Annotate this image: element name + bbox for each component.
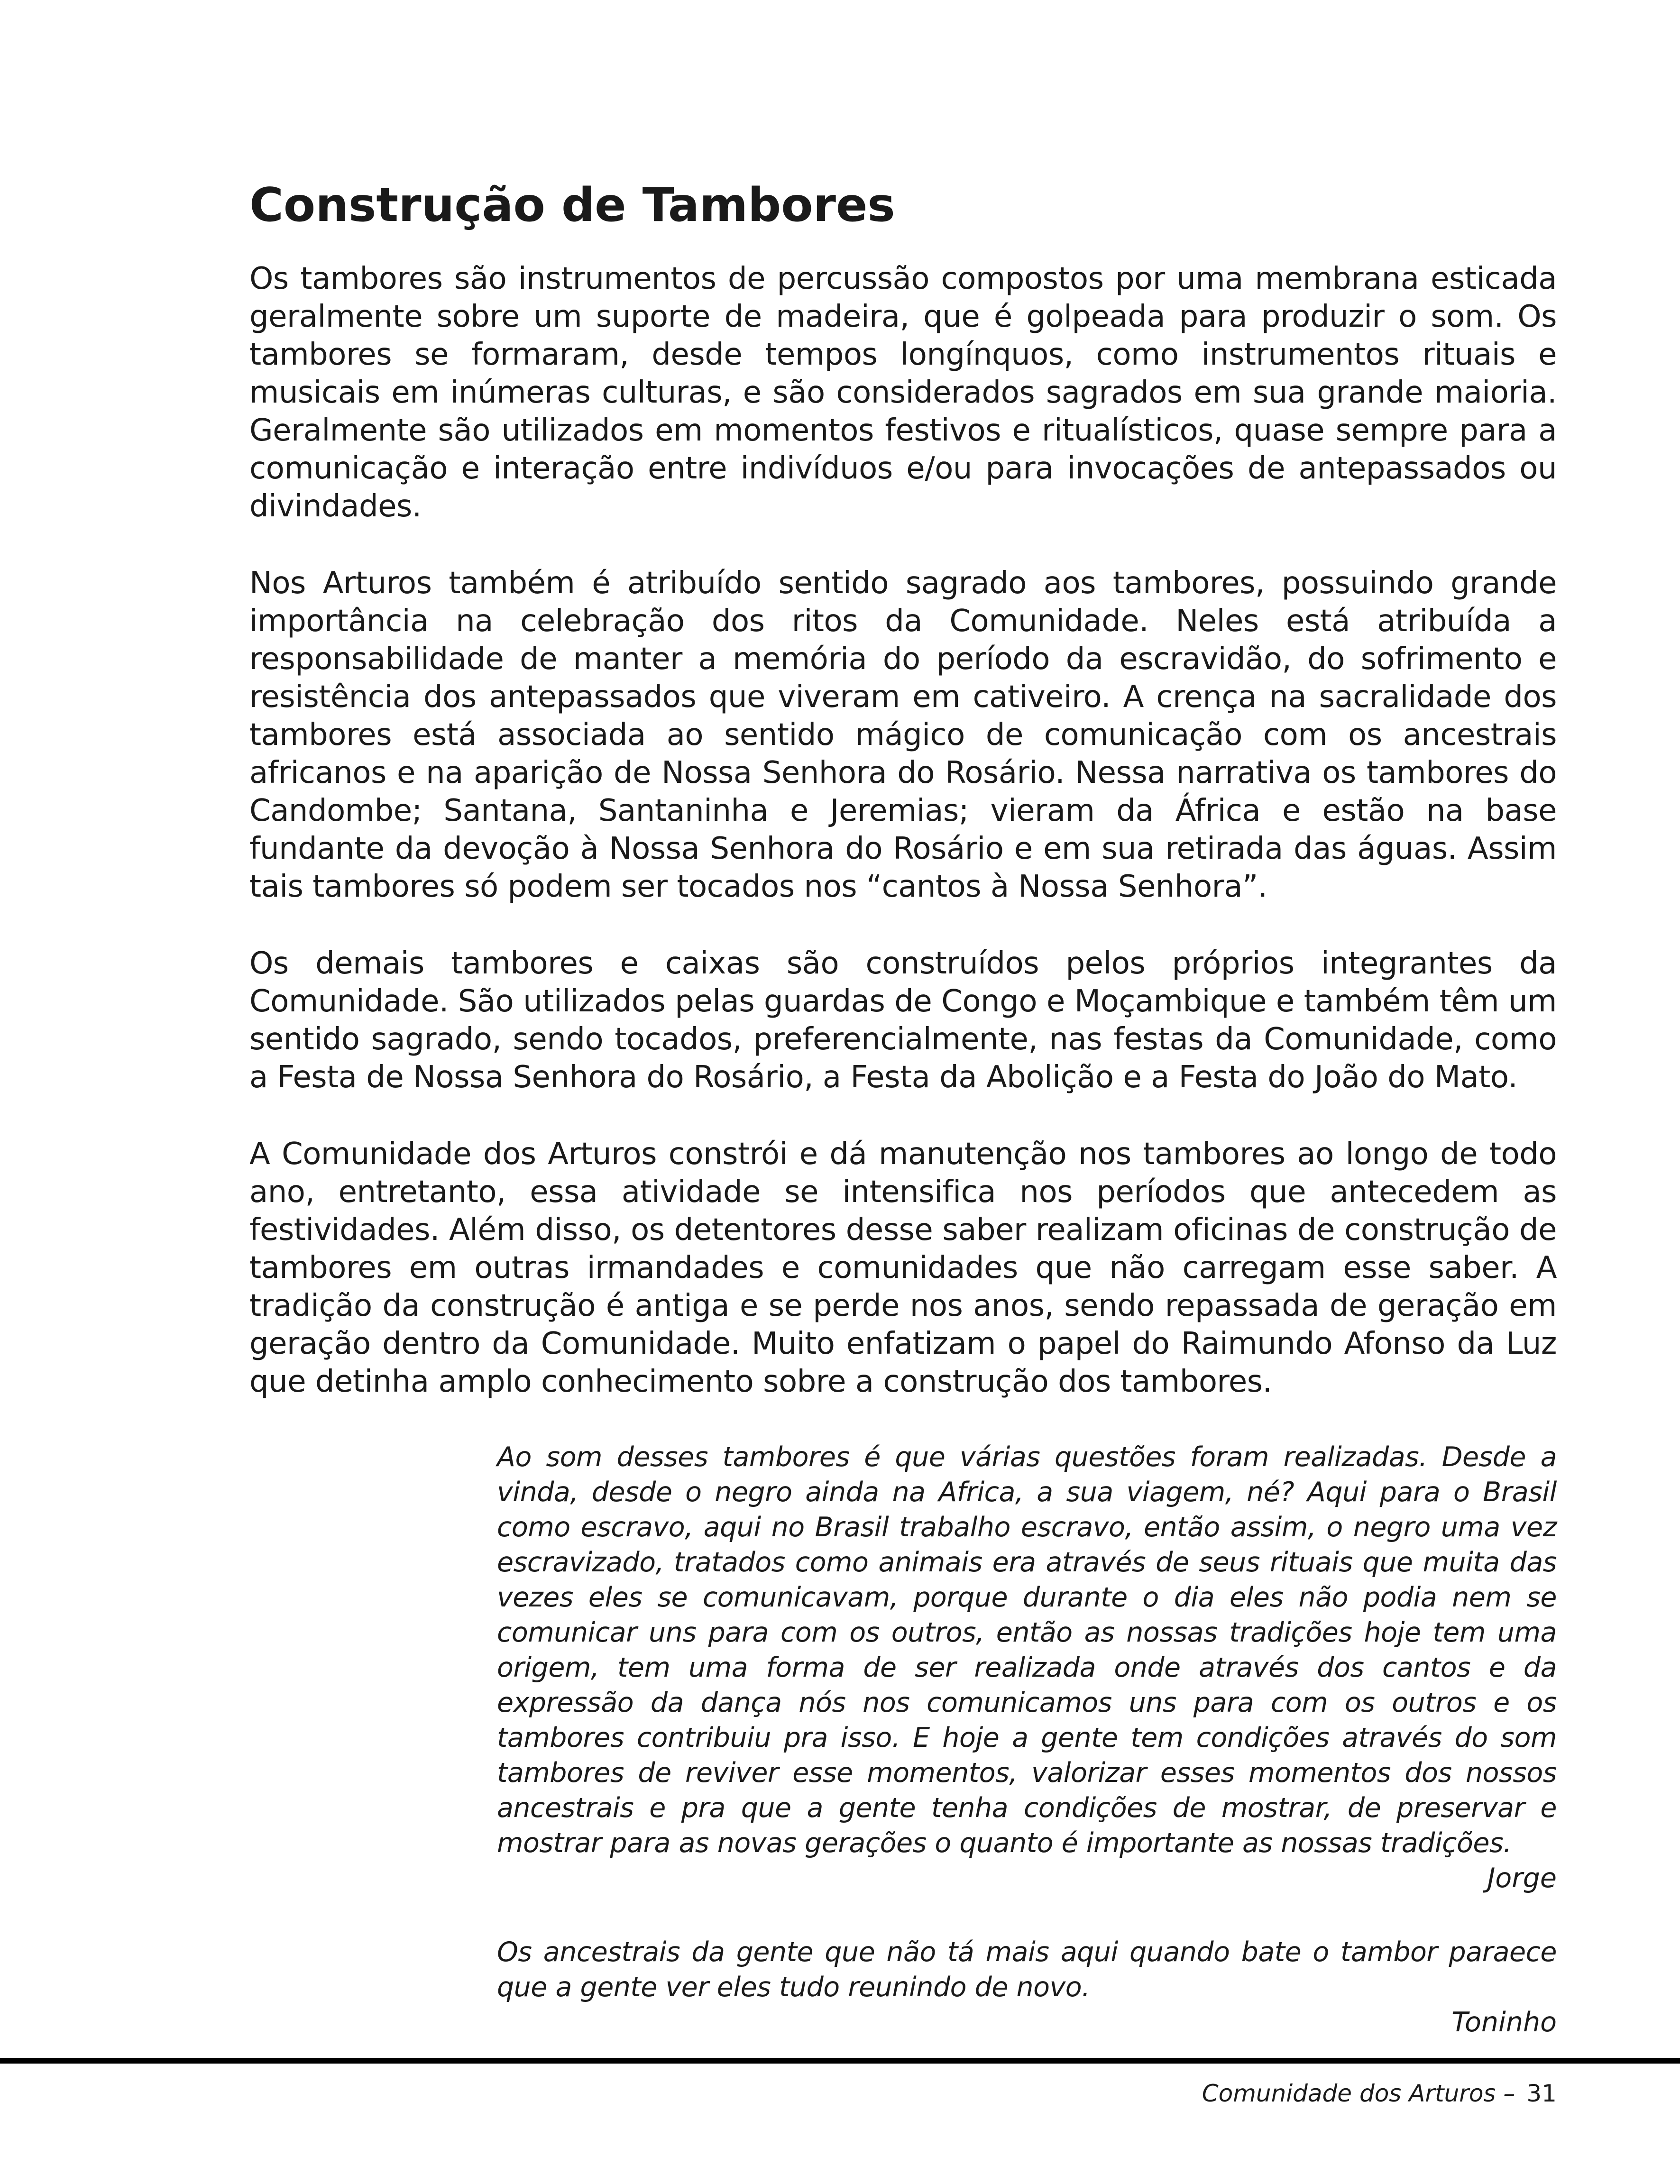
page-footer — [1202, 2079, 1557, 2108]
body-paragraph: Os tambores são instrumentos de percussão compostos por uma membrana esticada geralmente sobre um suporte de madeira, que é golpeada para produzir o som. Os tambores se formaram, desde tempos longínquos, como instrumentos rituais e musicais em inúmeras culturas, e são considerados sagrados em sua grande maioria. Geralmente são utilizados em momentos festivos e ritualísticos, quase sempre para a comunicação e interação entre indivíduos e/ou para invocações de antepassados ou divindades. — [249, 261, 1557, 524]
body-paragraph: Nos Arturos também é atribuído sentido sagrado aos tambores, possuindo grande importância na celebração dos ritos da Comunidade. Neles está atribuída a responsabilidade de manter a memória do período da escravidão, do sofrimento e resistência dos antepassados que viveram em cativeiro. A crença na sacralidade dos tambores está associada ao sentido mágico de comunicação com os ancestrais africanos e na aparição de Nossa Senhora do Rosário. Nessa narrativa os tambores do Candombe; Santana, Santaninha e Jeremias; vieram da África e estão na base fundante da devoção à Nossa Senhora do Rosário e em sua retirada das águas. Assim tais tambores só podem ser tocados nos “cantos à Nossa Senhora”. — [249, 565, 1557, 904]
footer-label: Comunidade dos Arturos – — [1202, 2080, 1515, 2107]
page-number: 31 — [1526, 2080, 1557, 2107]
quote-author: Toninho — [1451, 2006, 1557, 2038]
page-title: Construção de Tambores — [249, 178, 895, 232]
page-content — [249, 180, 1557, 2040]
quote-text: Os ancestrais da gente que não tá mais aqui quando bate o tambor paraece que a gente ver eles tudo reunindo de novo. — [497, 1936, 1557, 2003]
body-paragraph: Os demais tambores e caixas são construídos pelos próprios integrantes da Comunidade. São utilizados pelas guardas de Congo e Moçambique e também têm um sentido sagrado, sendo tocados, preferencialmente, nas festas da Comunidade, como a Festa de Nossa Senhora do Rosário, a Festa da Abolição e a Festa do João do Mato. — [249, 945, 1557, 1095]
block-quote — [497, 1935, 1557, 2040]
quote-author: Jorge — [1487, 1862, 1557, 1894]
quote-text: Ao som desses tambores é que várias questões foram realizadas. Desde a vinda, desde o negro ainda na Africa, a sua viagem, né? Aqui para o Brasil como escravo, aqui no Brasil trabalho escravo, então assim, o negro uma vez escravizado, tratados como animais era através de seus rituais que muita das vezes eles se comunicavam, porque durante o dia eles não podia nem se comunicar uns para com os outros, então as nossas tradições hoje tem uma origem, tem uma forma de ser realizada onde através dos cantos e da expressão da dança nós nos comunicamos uns para com os outros e os tambores contribuiu pra isso. E hoje a gente tem condições através do som tambores de reviver esse momentos, valorizar esses momentos dos nossos ancestrais e pra que a gente tenha condições de mostrar, de preservar e mostrar para as novas gerações o quanto é importante as nossas tradições. — [497, 1441, 1557, 1859]
block-quote — [497, 1440, 1557, 1896]
footer-rule — [0, 2058, 1680, 2064]
body-paragraph: A Comunidade dos Arturos constrói e dá manutenção nos tambores ao longo de todo ano, entretanto, essa atividade se intensifica nos períodos que antecedem as festividades. Além disso, os detentores desse saber realizam oficinas de construção de tambores em outras irmandades e comunidades que não carregam esse saber. A tradição da construção é antiga e se perde nos anos, sendo repassada de geração em geração dentro da Comunidade. Muito enfatizam o papel do Raimundo Afonso da Luz que detinha amplo conhecimento sobre a construção dos tambores. — [249, 1136, 1557, 1399]
